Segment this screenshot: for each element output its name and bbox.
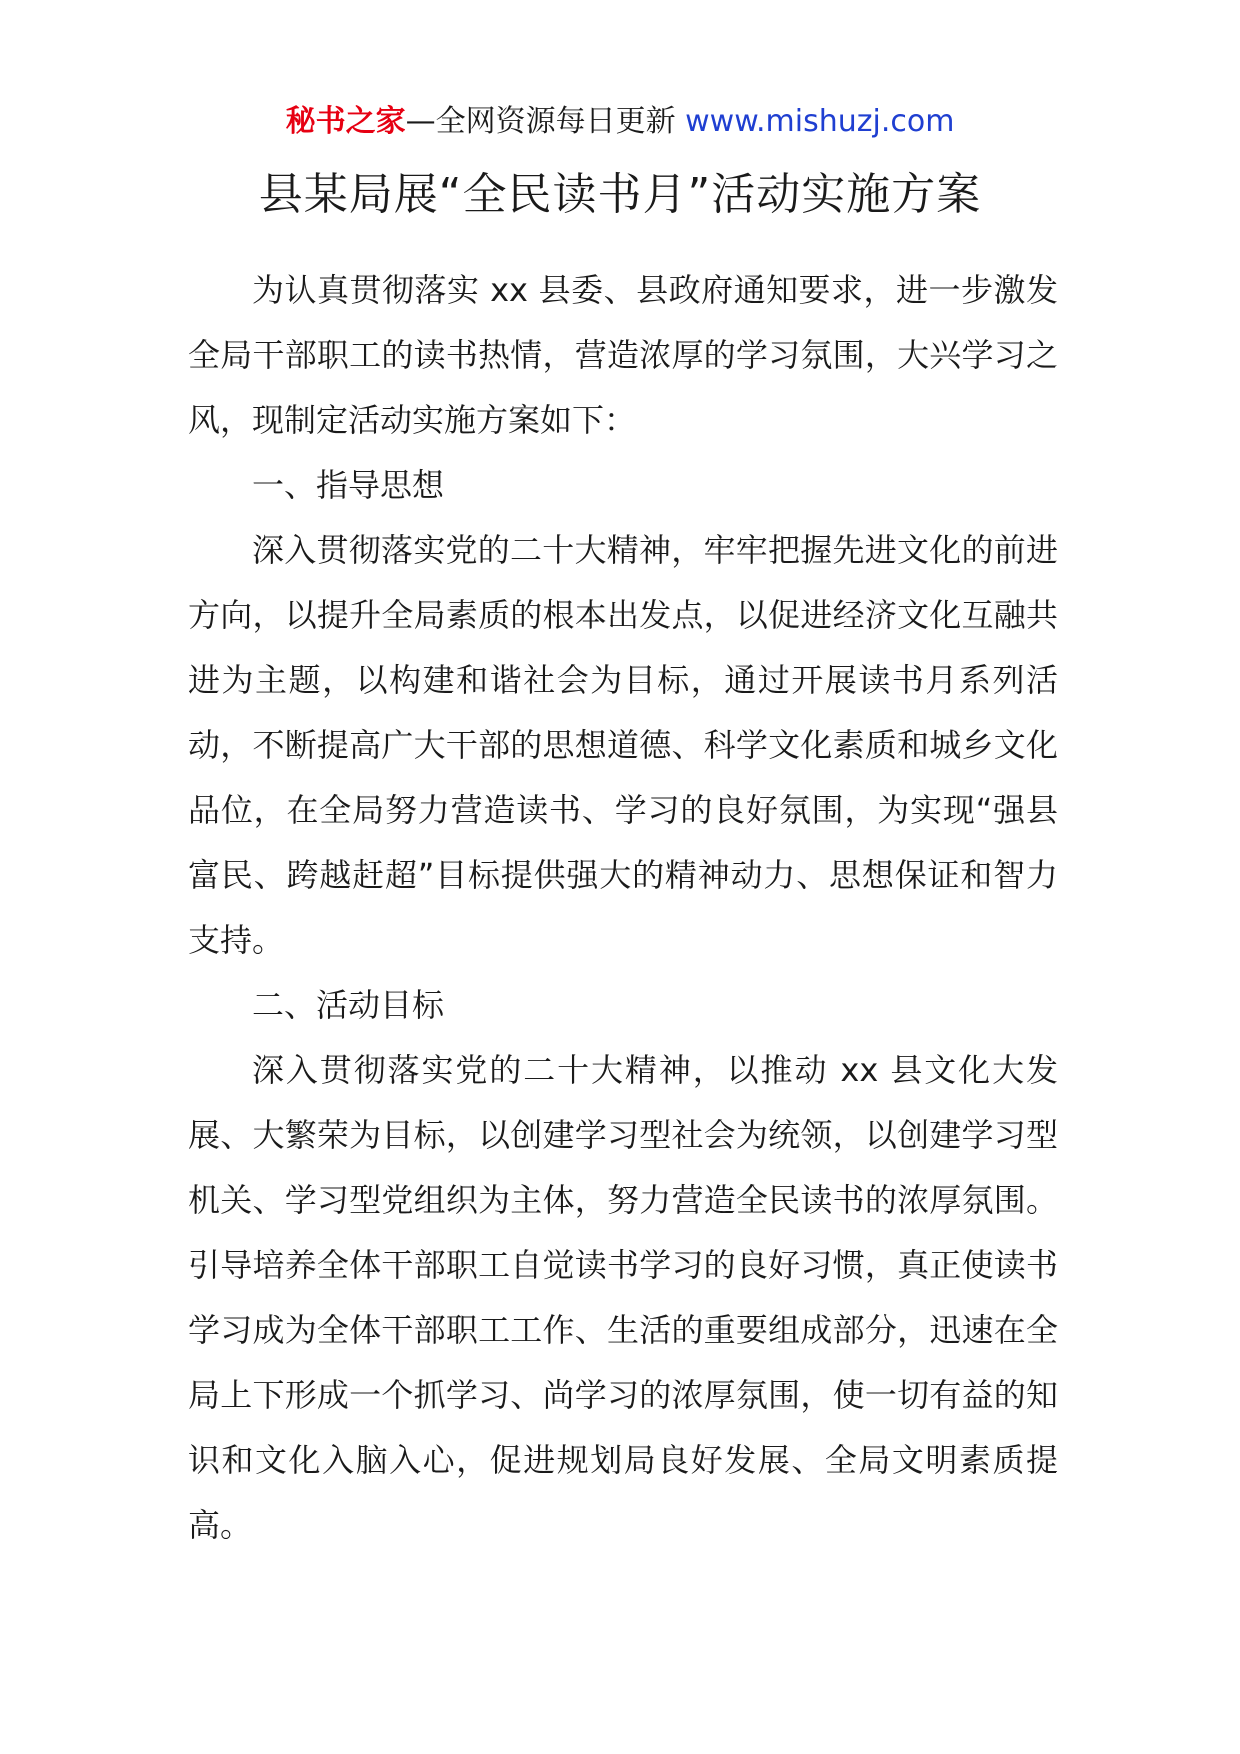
section-heading-guiding-ideology: 一、指导思想	[252, 466, 445, 504]
site-url-link[interactable]: www.mishuzj.com	[685, 104, 955, 139]
document-title: 县某局展“全民读书月”活动实施方案	[258, 169, 982, 220]
site-banner	[0, 100, 1240, 144]
section-paragraph-activity-goals: 深入贯彻落实党的二十大精神，以推动 xx 县文化大发展、大繁荣为目标，以创建学习型社会为统领，以创建学习型机关、学习型党组织为主体，努力营造全民读书的浓厚氛围。引导培养全体干部职工自觉读书学习的良好习惯，真正使读书学习成为全体干部职工工作、生活的重要组成部分，迅速在全局上下形成一个抓学习、尚学习的浓厚氛围，使一切有益的知识和文化入脑入心，促进规划局良好发展、全局文明素质提高。	[188, 1051, 1058, 1544]
brand-name: 秘书之家	[285, 104, 406, 139]
document-body	[188, 258, 1058, 1558]
section-heading-activity-goals: 二、活动目标	[252, 986, 445, 1024]
intro-paragraph: 为认真贯彻落实 xx 县委、县政府通知要求，进一步激发全局干部职工的读书热情，营造浓厚的学习氛围，大兴学习之风，现制定活动实施方案如下：	[188, 271, 1058, 439]
banner-tagline: —全网资源每日更新	[405, 104, 686, 139]
section-paragraph-guiding-ideology: 深入贯彻落实党的二十大精神，牢牢把握先进文化的前进方向，以提升全局素质的根本出发点，以促进经济文化互融共进为主题，以构建和谐社会为目标，通过开展读书月系列活动，不断提高广大干部的思想道德、科学文化素质和城乡文化品位，在全局努力营造读书、学习的良好氛围，为实现“强县富民、跨越赶超”目标提供强大的精神动力、思想保证和智力支持。	[188, 531, 1058, 959]
